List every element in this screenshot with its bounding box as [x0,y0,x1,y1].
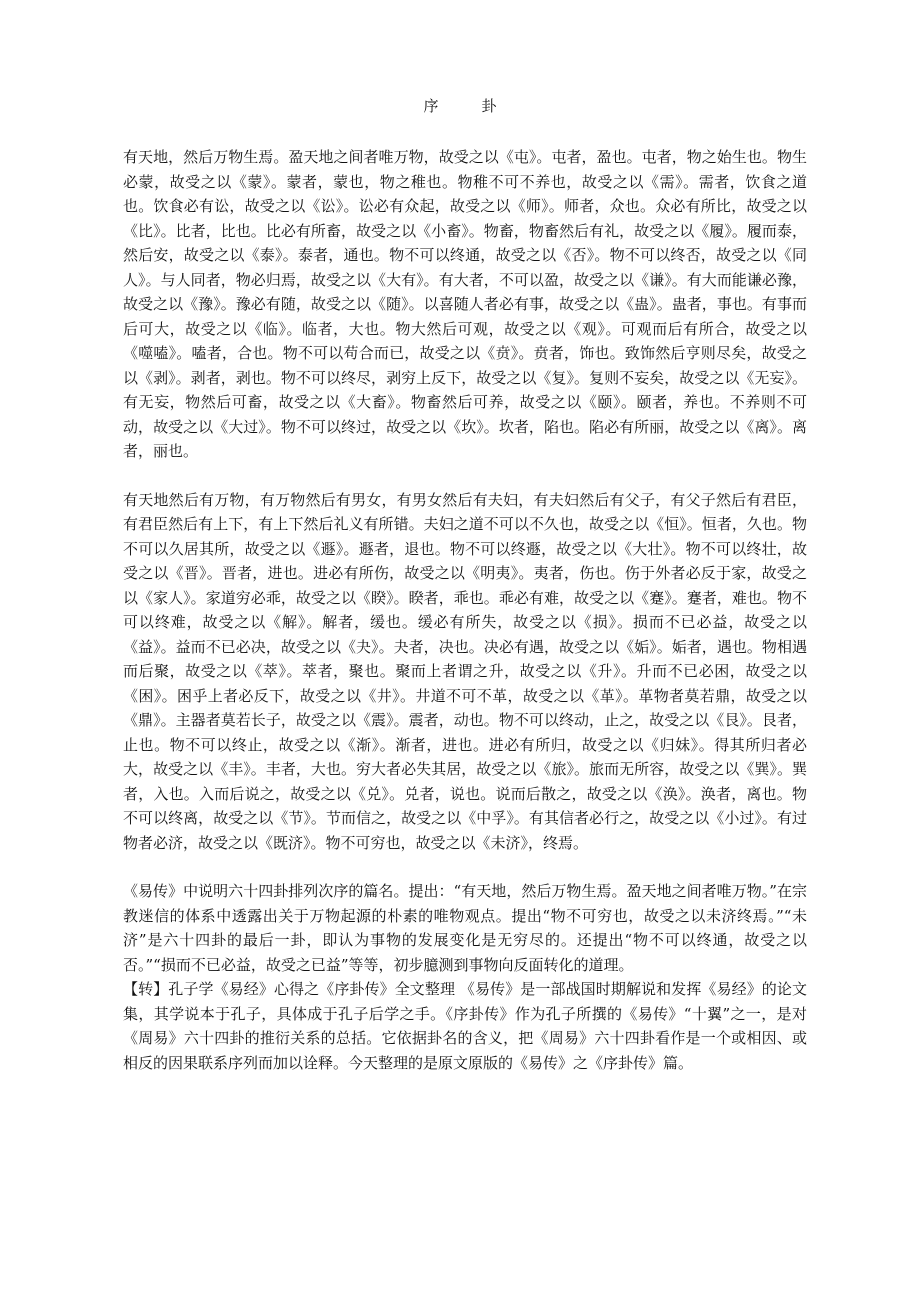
document-body [123,145,807,1075]
paragraph-sequence-upper: 有天地，然后万物生焉。盈天地之间者唯万物，故受之以《屯》。屯者，盈也。屯者，物之始生也。物生必蒙，故受之以《蒙》。蒙者，蒙也，物之稚也。物稚不可不养也，故受之以《需》。需者，饮食之道也。饮食必有讼，故受之以《讼》。讼必有众起，故受之以《师》。师者，众也。众必有所比，故受之以《比》。比者，比也。比必有所畜，故受之以《小畜》。物畜，物畜然后有礼，故受之以《履》。履而泰，然后安，故受之以《泰》。泰者，通也。物不可以终通，故受之以《否》。物不可以终否，故受之以《同人》。与人同者，物必归焉，故受之以《大有》。有大者，不可以盈，故受之以《谦》。有大而能谦必豫，故受之以《豫》。豫必有随，故受之以《随》。以喜随人者必有事，故受之以《蛊》。蛊者，事也。有事而后可大，故受之以《临》。临者，大也。物大然后可观，故受之以《观》。可观而后有所合，故受之以《噬嗑》。嗑者，合也。物不可以苟合而已，故受之以《贲》。贲者，饰也。致饰然后亨则尽矣，故受之以《剥》。剥者，剥也。物不可以终尽，剥穷上反下，故受之以《复》。复则不妄矣，故受之以《无妄》。有无妄，物然后可畜，故受之以《大畜》。物畜然后可养，故受之以《颐》。颐者，养也。不养则不可动，故受之以《大过》。物不可以终过，故受之以《坎》。坎者，陷也。陷必有所丽，故受之以《离》。离者，丽也。 [123,148,807,460]
paragraph-repost-note: 【转】孔子学《易经》心得之《序卦传》全文整理 《易传》是一部战国时期解说和发挥《易经》的论文集，其学说本于孔子，具体成于孔子后学之手。《序卦传》作为孔子所撰的《易传》“十翼”之一，是对《周易》六十四卦的推衍关系的总括。它依据卦名的含义，把《周易》六十四卦看作是一个或相因、或相反的因果联系序列而加以诠释。今天整理的是原文原版的《易传》之《序卦传》篇。 [123,980,807,1072]
paragraph-gap [123,855,807,879]
paragraph-commentary: 《易传》中说明六十四卦排列次序的篇名。提出：“有天地，然后万物生焉。盈天地之间者唯万物。”在宗教迷信的体系中透露出关于万物起源的朴素的唯物观点。提出“物不可穷也，故受之以未济终焉。”“未济”是六十四卦的最后一卦，即认为事物的发展变化是无穷尽的。还提出“物不可以终通，故受之以否。”“损而不已必益，故受之已益”等等，初步臆测到事物向反面转化的道理。 [123,882,807,974]
page-title: 序 卦 [423,97,511,115]
paragraph-gap [123,464,807,488]
paragraph-sequence-lower: 有天地然后有万物，有万物然后有男女，有男女然后有夫妇，有夫妇然后有父子，有父子然后有君臣，有君臣然后有上下，有上下然后礼义有所错。夫妇之道不可以不久也，故受之以《恒》。恒者，久也。物不可以久居其所，故受之以《遯》。遯者，退也。物不可以终遯，故受之以《大壮》。物不可以终壮，故受之以《晋》。晋者，进也。进必有所伤，故受之以《明夷》。夷者，伤也。伤于外者必反于家，故受之以《家人》。家道穷必乖，故受之以《睽》。睽者，乖也。乖必有难，故受之以《蹇》。蹇者，难也。物不可以终难，故受之以《解》。解者，缓也。缓必有所失，故受之以《损》。损而不已必益，故受之以《益》。益而不已必决，故受之以《夬》。夬者，决也。决必有遇，故受之以《姤》。姤者，遇也。物相遇而后聚，故受之以《萃》。萃者，聚也。聚而上者谓之升，故受之以《升》。升而不已必困，故受之以《困》。困乎上者必反下，故受之以《井》。井道不可不革，故受之以《革》。革物者莫若鼎，故受之以《鼎》。主器者莫若长子，故受之以《震》。震者，动也。物不可以终动，止之，故受之以《艮》。艮者，止也。物不可以终止，故受之以《渐》。渐者，进也。进必有所归，故受之以《归妹》。得其所归者必大，故受之以《丰》。丰者，大也。穷大者必失其居，故受之以《旅》。旅而无所容，故受之以《巽》。巽者，入也。入而后说之，故受之以《兑》。兑者，说也。说而后散之，故受之以《涣》。涣者，离也。物不可以终离，故受之以《节》。节而信之，故受之以《中孚》。有其信者必行之，故受之以《小过》。有过物者必济，故受之以《既济》。物不可穷也，故受之以《未济》，终焉。 [123,490,807,852]
